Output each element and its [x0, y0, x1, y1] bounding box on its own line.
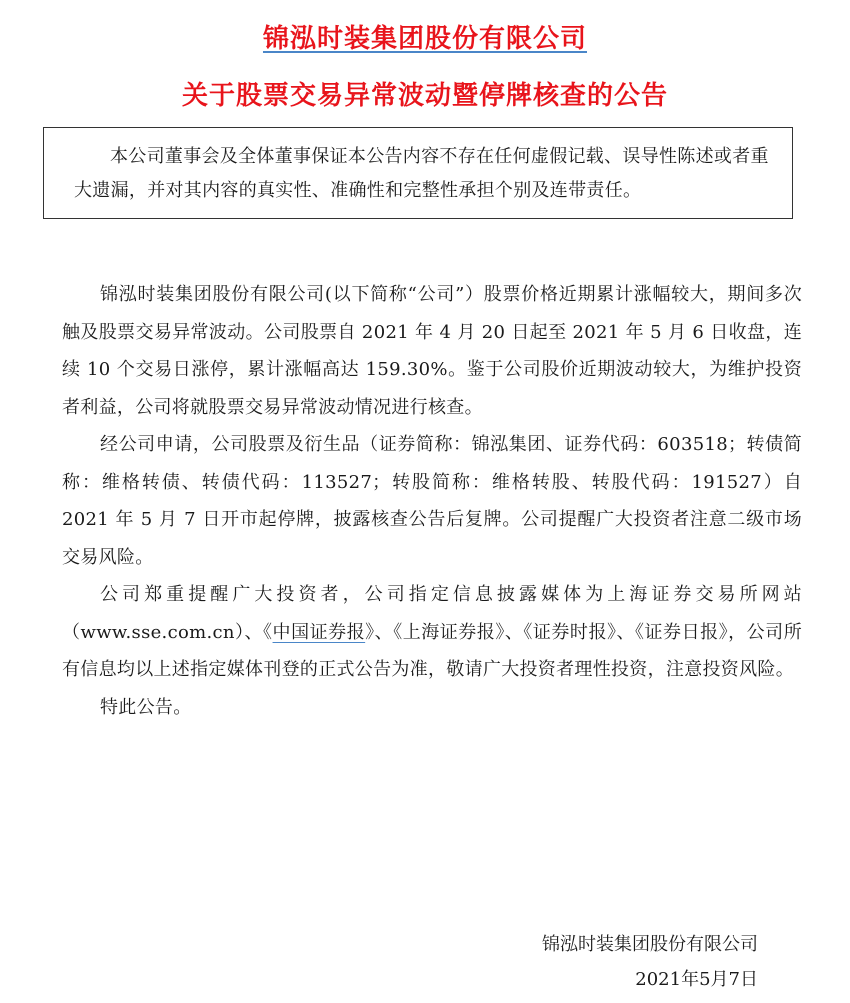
- paragraph-disclosure-media-part1: 公司郑重提醒广大投资者，公司指定信息披露媒体为上海证券交易所网站（www.sse.com.cn）、《: [62, 584, 802, 643]
- paragraph-trading-halt: 经公司申请，公司股票及衍生品（证券简称：锦泓集团、证券代码：603518；转债简称：维格转债、转债代码：113527；转股简称：维格转股、转股代码：191527）自 2021 年 5 月 7 日开市起停牌，披露核查公告后复牌。公司提醒广大投资者注意二级市场交易风险。: [62, 434, 802, 568]
- board-statement-text: 本公司董事会及全体董事保证本公告内容不存在任何虚假记载、误导性陈述或者重大遗漏，并对其内容的真实性、准确性和完整性承担个别及连带责任。: [74, 146, 769, 201]
- board-statement-box: [43, 127, 793, 219]
- paragraph-disclosure-media-part2: 》、《上海证券报》、《证券时报》、《证券日报》，公司所有信息均以上述指定媒体刊登的正式公告为准，敬请广大投资者理性投资，注意投资风险。: [62, 621, 802, 680]
- paragraph-disclosure-media: [62, 576, 802, 689]
- china-securities-journal-link[interactable]: 中国证券报: [272, 621, 366, 643]
- announcement-body: [62, 276, 802, 726]
- paragraph-closing: 特此公告。: [100, 696, 192, 718]
- signature-company: 锦泓时装集团股份有限公司: [542, 934, 758, 955]
- signature-date: 2021年5月7日: [635, 969, 758, 990]
- notice-title: 关于股票交易异常波动暨停牌核查的公告: [181, 81, 668, 111]
- paragraph-price-movement: 锦泓时装集团股份有限公司(以下简称“公司”）股票价格近期累计涨幅较大，期间多次触及股票交易异常波动。公司股票自 2021 年 4 月 20 日起至 2021 年 5 月 6 日收盘，连续 10 个交易日涨停，累计涨幅高达 159.30%。鉴于公司股价近期波动较大，为维护投资者利益，公司将就股票交易异常波动情况进行核查。: [62, 284, 802, 418]
- company-title: [0, 18, 850, 55]
- company-name: 锦泓时装集团股份有限公司: [262, 24, 587, 54]
